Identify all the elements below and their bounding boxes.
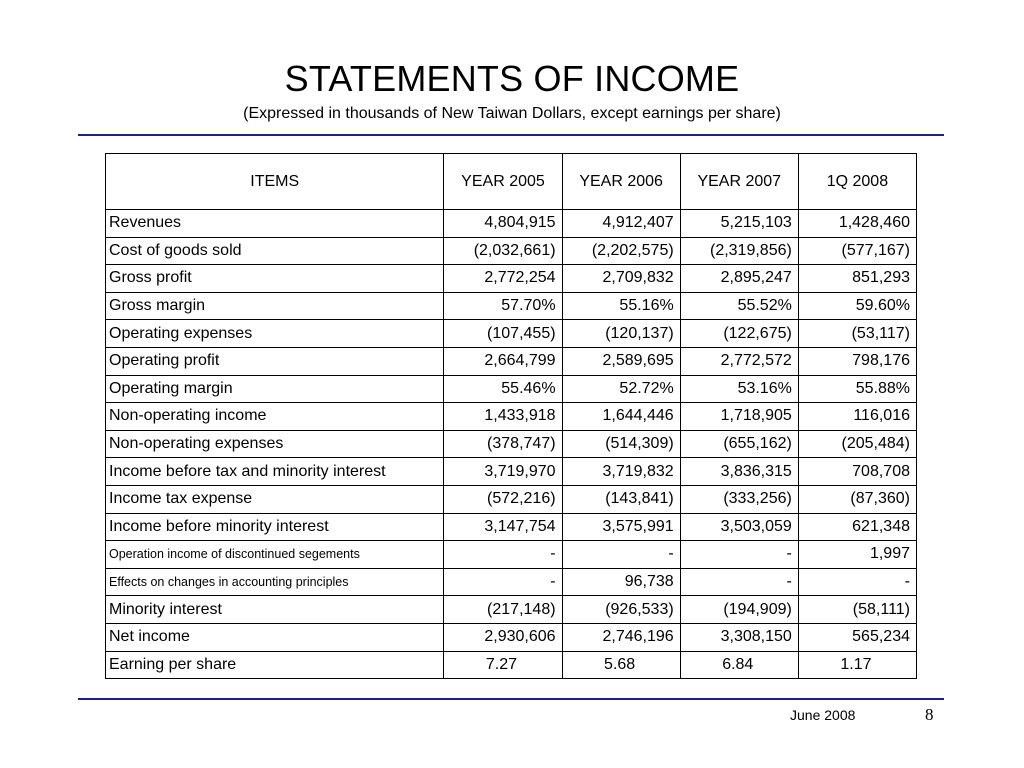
- row-label: Net income: [106, 623, 444, 651]
- table-cell: 3,147,754: [444, 513, 562, 541]
- table-row: [106, 458, 917, 486]
- table-cell: 59.60%: [798, 292, 916, 320]
- bottom-divider: [78, 698, 944, 700]
- column-header-items: ITEMS: [106, 154, 444, 210]
- table-cell: (122,675): [680, 320, 798, 348]
- table-cell: 1,997: [798, 541, 916, 569]
- table-cell: 3,719,832: [562, 458, 680, 486]
- table-cell: 52.72%: [562, 375, 680, 403]
- table-cell: (926,533): [562, 596, 680, 624]
- page-number: 8: [925, 705, 934, 724]
- row-label: Earning per share: [106, 651, 444, 679]
- row-label: Operation income of discontinued segements: [106, 541, 444, 569]
- table-cell: 53.16%: [680, 375, 798, 403]
- table-cell: 6.84: [680, 651, 798, 679]
- table-cell: (577,167): [798, 237, 916, 265]
- table-cell: (655,162): [680, 430, 798, 458]
- table-row: [106, 513, 917, 541]
- footer-date: June 2008: [790, 707, 856, 723]
- column-header-year-2005: YEAR 2005: [444, 154, 562, 210]
- table-row: [106, 265, 917, 293]
- table-cell: 3,575,991: [562, 513, 680, 541]
- table-cell: (572,216): [444, 485, 562, 513]
- table-cell: -: [562, 541, 680, 569]
- table-cell: 3,836,315: [680, 458, 798, 486]
- table-row: [106, 210, 917, 238]
- table-cell: 3,503,059: [680, 513, 798, 541]
- table-cell: -: [680, 568, 798, 596]
- table-cell: 1,644,446: [562, 403, 680, 431]
- table-cell: 708,708: [798, 458, 916, 486]
- income-statement-table: [105, 153, 917, 679]
- row-label: Minority interest: [106, 596, 444, 624]
- table-cell: 1,433,918: [444, 403, 562, 431]
- table-header-row: [106, 154, 917, 210]
- table-row: [106, 485, 917, 513]
- table-cell: 2,772,572: [680, 347, 798, 375]
- page-title: STATEMENTS OF INCOME: [284, 58, 740, 99]
- table-cell: 2,746,196: [562, 623, 680, 651]
- row-label: Effects on changes in accounting principles: [106, 568, 444, 596]
- table-cell: -: [444, 568, 562, 596]
- table-cell: (58,111): [798, 596, 916, 624]
- table-cell: (2,032,661): [444, 237, 562, 265]
- row-label: Income tax expense: [106, 485, 444, 513]
- table-row: [106, 375, 917, 403]
- table-cell: 3,719,970: [444, 458, 562, 486]
- table-cell: (205,484): [798, 430, 916, 458]
- table-row: [106, 430, 917, 458]
- table-cell: (53,117): [798, 320, 916, 348]
- table-cell: 2,709,832: [562, 265, 680, 293]
- table-cell: 55.88%: [798, 375, 916, 403]
- table-cell: 4,912,407: [562, 210, 680, 238]
- table-cell: 5,215,103: [680, 210, 798, 238]
- row-label: Cost of goods sold: [106, 237, 444, 265]
- table-row: [106, 623, 917, 651]
- table-cell: (143,841): [562, 485, 680, 513]
- row-label: Revenues: [106, 210, 444, 238]
- row-label: Gross profit: [106, 265, 444, 293]
- table-row: [106, 347, 917, 375]
- row-label: Non-operating expenses: [106, 430, 444, 458]
- table-cell: (107,455): [444, 320, 562, 348]
- table-cell: (217,148): [444, 596, 562, 624]
- table-cell: (2,319,856): [680, 237, 798, 265]
- table-cell: 1,718,905: [680, 403, 798, 431]
- column-header-1q-2008: 1Q 2008: [798, 154, 916, 210]
- table-cell: (514,309): [562, 430, 680, 458]
- table-cell: 5.68: [562, 651, 680, 679]
- table-cell: 1,428,460: [798, 210, 916, 238]
- table-cell: 2,930,606: [444, 623, 562, 651]
- table-cell: 2,772,254: [444, 265, 562, 293]
- row-label: Operating profit: [106, 347, 444, 375]
- table-cell: 55.46%: [444, 375, 562, 403]
- row-label: Income before tax and minority interest: [106, 458, 444, 486]
- table-row: [106, 541, 917, 569]
- row-label: Operating margin: [106, 375, 444, 403]
- table-cell: (87,360): [798, 485, 916, 513]
- table-cell: 3,308,150: [680, 623, 798, 651]
- table-cell: 2,664,799: [444, 347, 562, 375]
- table-row: [106, 292, 917, 320]
- table-cell: 7.27: [444, 651, 562, 679]
- row-label: Gross margin: [106, 292, 444, 320]
- table-cell: 57.70%: [444, 292, 562, 320]
- table-cell: -: [680, 541, 798, 569]
- table-cell: 1.17: [798, 651, 916, 679]
- table-cell: 2,589,695: [562, 347, 680, 375]
- table-row: [106, 320, 917, 348]
- table-cell: 621,348: [798, 513, 916, 541]
- table-cell: (2,202,575): [562, 237, 680, 265]
- table-cell: (120,137): [562, 320, 680, 348]
- table-cell: (194,909): [680, 596, 798, 624]
- row-label: Operating expenses: [106, 320, 444, 348]
- column-header-year-2006: YEAR 2006: [562, 154, 680, 210]
- table-row: [106, 651, 917, 679]
- table-body: [106, 210, 917, 679]
- row-label: Non-operating income: [106, 403, 444, 431]
- top-divider: [78, 134, 944, 136]
- table-cell: 116,016: [798, 403, 916, 431]
- table-cell: -: [798, 568, 916, 596]
- table-cell: 55.52%: [680, 292, 798, 320]
- table-cell: 96,738: [562, 568, 680, 596]
- table-cell: (333,256): [680, 485, 798, 513]
- table-row: [106, 568, 917, 596]
- table-cell: 4,804,915: [444, 210, 562, 238]
- page-subtitle: (Expressed in thousands of New Taiwan Dollars, except earnings per share): [243, 105, 781, 122]
- table-cell: 798,176: [798, 347, 916, 375]
- column-header-year-2007: YEAR 2007: [680, 154, 798, 210]
- row-label: Income before minority interest: [106, 513, 444, 541]
- table-row: [106, 237, 917, 265]
- table-cell: 851,293: [798, 265, 916, 293]
- table-cell: 2,895,247: [680, 265, 798, 293]
- table-row: [106, 403, 917, 431]
- table-cell: -: [444, 541, 562, 569]
- table-cell: 565,234: [798, 623, 916, 651]
- table-row: [106, 596, 917, 624]
- table-cell: 55.16%: [562, 292, 680, 320]
- table-cell: (378,747): [444, 430, 562, 458]
